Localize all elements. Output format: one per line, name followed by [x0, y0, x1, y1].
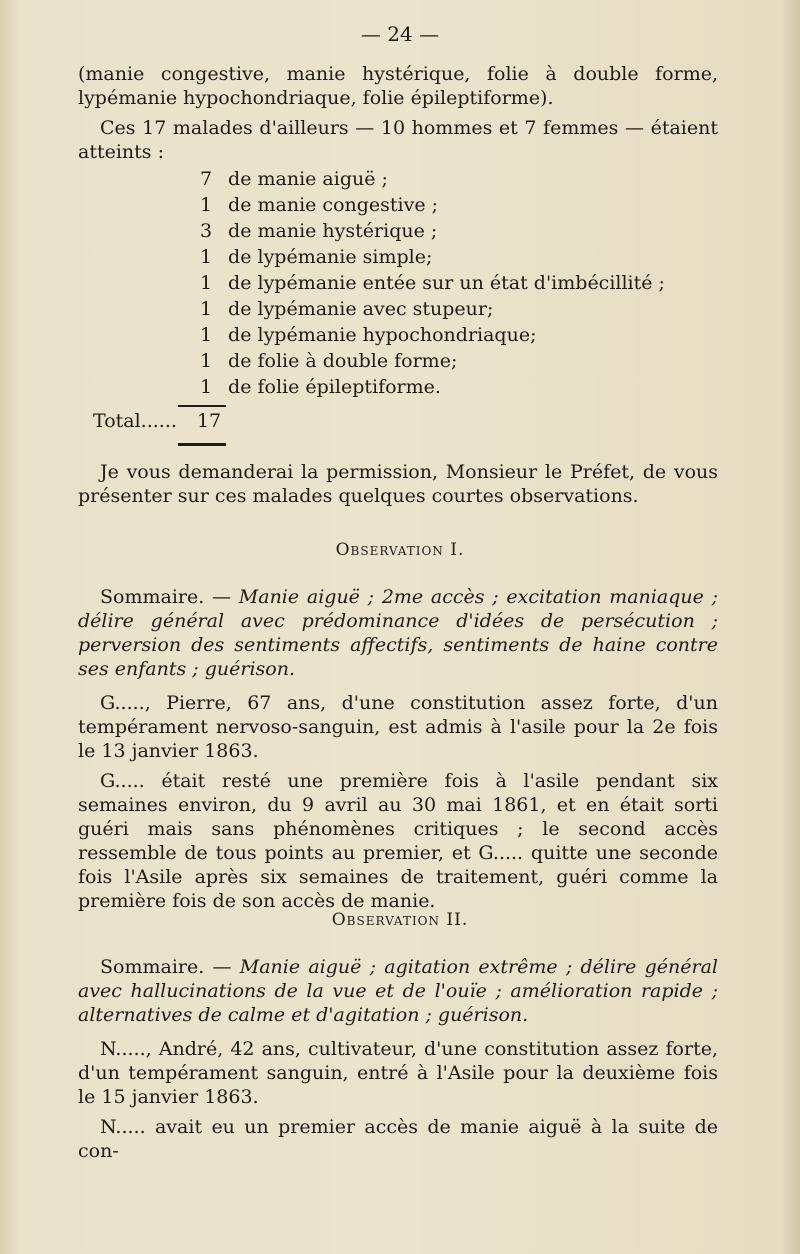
observation-1-block	[78, 585, 718, 913]
cases-list	[200, 166, 665, 400]
observation-1-para-1: G....., Pierre, 67 ans, d'une constitution assez forte, d'un tempérament nervoso-sanguin, est admis à l'asile pour la 2e fois le 13 janvier 1863.	[78, 692, 718, 762]
total-double-rule	[178, 443, 226, 446]
request-paragraph	[78, 460, 718, 508]
observation-1-summary: Sommaire. — Manie aiguë ; 2me accès ; excitation maniaque ; délire général avec prédominance d'idées de persécution ; perversion des sentiments affectifs, sentiments de haine contre ses enfants ; guérison.	[78, 586, 718, 680]
observation-2-para-2: N..... avait eu un premier accès de manie aiguë à la suite de con-	[78, 1116, 718, 1162]
list-item: 1 de manie congestive ;	[200, 194, 439, 216]
list-item: 1 de folie épileptiforme.	[200, 376, 441, 398]
list-item: 1 de lypémanie avec stupeur;	[200, 298, 494, 320]
total-label: Total......	[93, 410, 177, 432]
request-text: Je vous demanderai la permission, Monsieur le Préfet, de vous présenter sur ces malades quelques courtes observations.	[78, 461, 718, 507]
intro-block	[78, 62, 718, 164]
total-line	[93, 410, 221, 432]
intro-line-2: Ces 17 malades d'ailleurs — 10 hommes et 7 femmes — étaient atteints :	[78, 117, 718, 163]
sum-rule	[178, 405, 226, 407]
intro-line-1: (manie congestive, manie hystérique, folie à double forme, lypémanie hypochondriaque, folie épileptiforme).	[78, 63, 718, 109]
list-item: 1 de lypémanie entée sur un état d'imbécillité ;	[200, 272, 665, 294]
list-item: 1 de lypémanie hypochondriaque;	[200, 324, 537, 346]
observation-2-para-1: N....., André, 42 ans, cultivateur, d'une constitution assez forte, d'un tempérament sanguin, entré à l'Asile pour la deuxième fois le 15 janvier 1863.	[78, 1038, 718, 1108]
observation-2-title: Observation II.	[331, 910, 469, 930]
list-item: 3 de manie hystérique ;	[200, 220, 438, 242]
observation-2-summary: Sommaire. — Manie aiguë ; agitation extrême ; délire général avec hallucinations de la vue et de l'ouïe ; amélioration rapide ; alternatives de calme et d'agitation ; guérison.	[78, 956, 718, 1026]
list-item: 7 de manie aiguë ;	[200, 168, 388, 190]
list-item: 1 de folie à double forme;	[200, 350, 458, 372]
list-item: 1 de lypémanie simple;	[200, 246, 433, 268]
observation-1-para-2: G..... était resté une première fois à l'asile pendant six semaines environ, du 9 avril au 30 mai 1861, et en était sorti guéri mais sans phénomènes critiques ; le second accès ressemble de tous points au premier, et G..... quitte une seconde fois l'Asile après six semaines de traitement, guéri comme la première fois de son accès de manie.	[78, 770, 718, 912]
total-value: 17	[196, 410, 222, 432]
observation-2-block	[78, 955, 718, 1163]
page-number: — 24 —	[360, 22, 440, 46]
observation-1-title: Observation I.	[335, 540, 465, 560]
